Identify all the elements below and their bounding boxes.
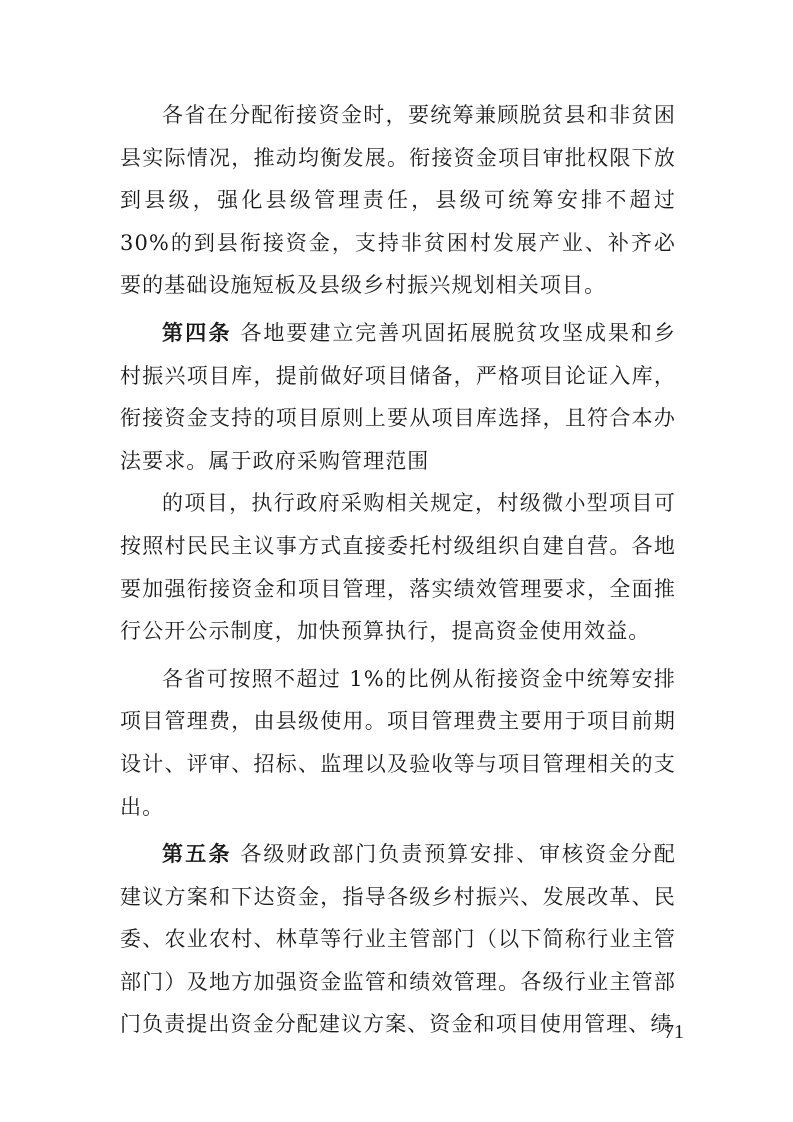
body-text bbox=[120, 94, 676, 1046]
paragraph-text: 各地要建立完善巩固拓展脱贫攻坚成果和乡村振兴项目库，提前做好项目储备，严格项目论证入库，衔接资金支持的项目原则上要从项目库选择，且符合本办法要求。属于政府采购管理范围 bbox=[120, 320, 676, 473]
paragraph-article-5 bbox=[120, 833, 676, 1046]
paragraph-text: 的项目，执行政府采购相关规定，村级微小型项目可按照村民民主议事方式直接委托村级组织自建自营。各地要加强衔接资金和项目管理，落实绩效管理要求，全面推行公开公示制度，加快预算执行，提高资金使用效益。 bbox=[120, 491, 676, 644]
paragraph-procurement bbox=[120, 482, 676, 652]
paragraph-text: 各级财政部门负责预算安排、审核资金分配建议方案和下达资金，指导各级乡村振兴、发展改革、民委、农业农村、林草等行业主管部门（以下简称行业主管部门）及地方加强资金监管和绩效管理。各级行业主管部门负责提出资金分配建议方案、资金和项目使用管理、绩 bbox=[120, 842, 676, 1037]
paragraph-management-fee bbox=[120, 658, 676, 828]
paragraph-article-4 bbox=[120, 312, 676, 482]
page-number: 71 bbox=[664, 1021, 684, 1043]
article-heading: 第四条 bbox=[162, 319, 232, 345]
article-heading: 第五条 bbox=[162, 841, 232, 867]
paragraph-county-allocation bbox=[120, 94, 676, 307]
paragraph-text: 各省在分配衔接资金时，要统筹兼顾脱贫县和非贫困县实际情况，推动均衡发展。衔接资金项目审批权限下放到县级，强化县级管理责任，县级可统筹安排不超过 30%的到县衔接资金，支持非贫困村发展产业、补齐必要的基础设施短板及县级乡村振兴规划相关项目。 bbox=[120, 103, 676, 298]
paragraph-text: 各省可按照不超过 1%的比例从衔接资金中统筹安排项目管理费，由县级使用。项目管理费主要用于项目前期设计、评审、招标、监理以及验收等与项目管理相关的支出。 bbox=[120, 666, 676, 819]
